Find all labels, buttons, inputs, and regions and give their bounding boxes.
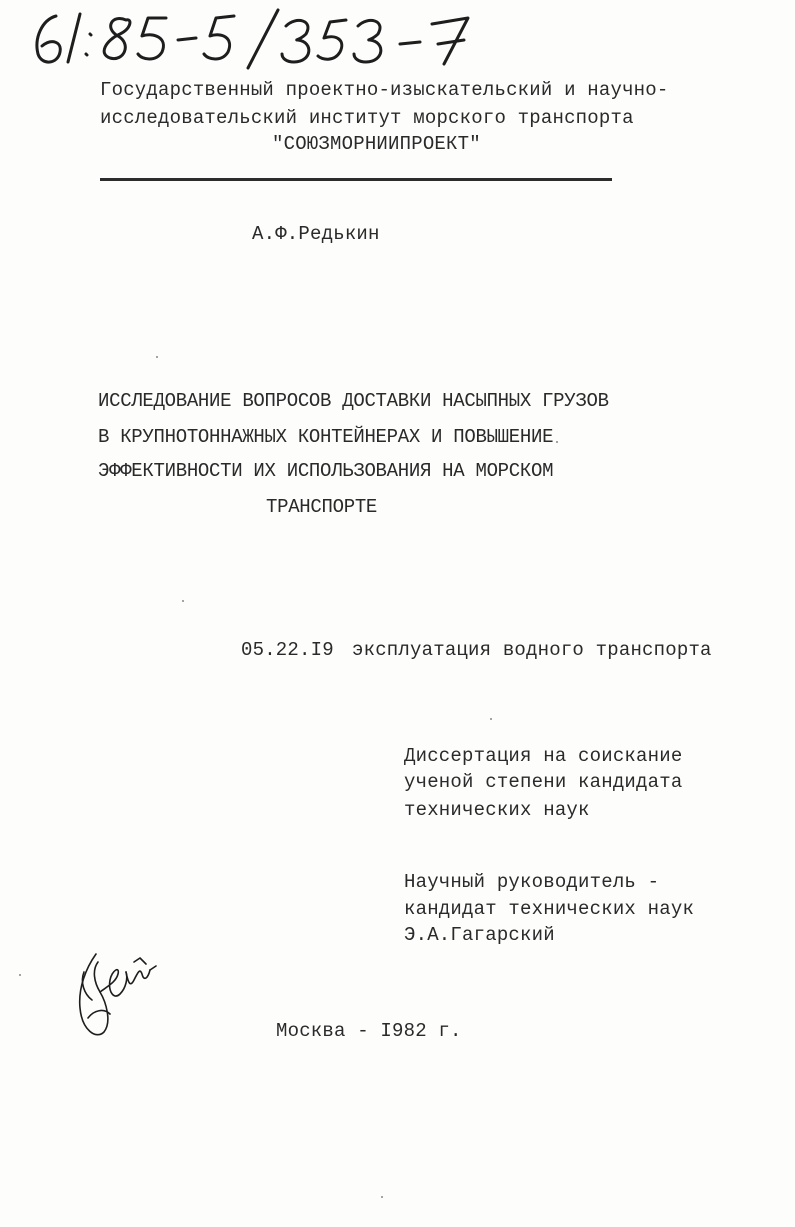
thesis-title-line-3: ЭФФЕКТИВНОСТИ ИХ ИСПОЛЬЗОВАНИЯ НА МОРСКОМ xyxy=(98,460,554,482)
paper-speck xyxy=(556,441,558,443)
thesis-title-line-4: ТРАНСПОРТЕ xyxy=(266,496,378,518)
institute-short-name: "СОЮЗМОРНИИПРОЕКТ" xyxy=(272,133,481,155)
specialty-name: эксплуатация водного транспорта xyxy=(352,639,712,661)
handwritten-archive-number xyxy=(28,4,488,74)
dissertation-note-line-2: ученой степени кандидата xyxy=(404,771,683,793)
handwritten-signature xyxy=(70,948,170,1048)
paper-speck xyxy=(156,356,158,358)
supervisor-label: Научный руководитель - xyxy=(404,871,660,893)
place-and-year: Москва - I982 г. xyxy=(276,1020,462,1042)
specialty-code: 05.22.I9 xyxy=(241,639,334,661)
paper-speck xyxy=(19,974,21,976)
dissertation-note-line-1: Диссертация на соискание xyxy=(404,745,683,767)
thesis-title-line-2: В КРУПНОТОННАЖНЫХ КОНТЕЙНЕРАХ И ПОВЫШЕНИЕ xyxy=(98,426,554,448)
paper-speck xyxy=(490,718,492,720)
horizontal-divider xyxy=(100,178,612,181)
dissertation-note-line-3: технических наук xyxy=(404,799,590,821)
institute-name-line-1: Государственный проектно-изыскательский и научно- xyxy=(100,79,669,101)
paper-speck xyxy=(182,600,184,602)
institute-name-line-2: исследовательский институт морского транспорта xyxy=(100,107,634,129)
supervisor-name: Э.А.Гагарский xyxy=(404,924,555,946)
supervisor-degree: кандидат технических наук xyxy=(404,898,695,920)
author-name: А.Ф.Редькин xyxy=(252,223,380,245)
paper-speck xyxy=(381,1196,383,1198)
thesis-title-line-1: ИССЛЕДОВАНИЕ ВОПРОСОВ ДОСТАВКИ НАСЫПНЫХ ГРУЗОВ xyxy=(98,390,609,412)
